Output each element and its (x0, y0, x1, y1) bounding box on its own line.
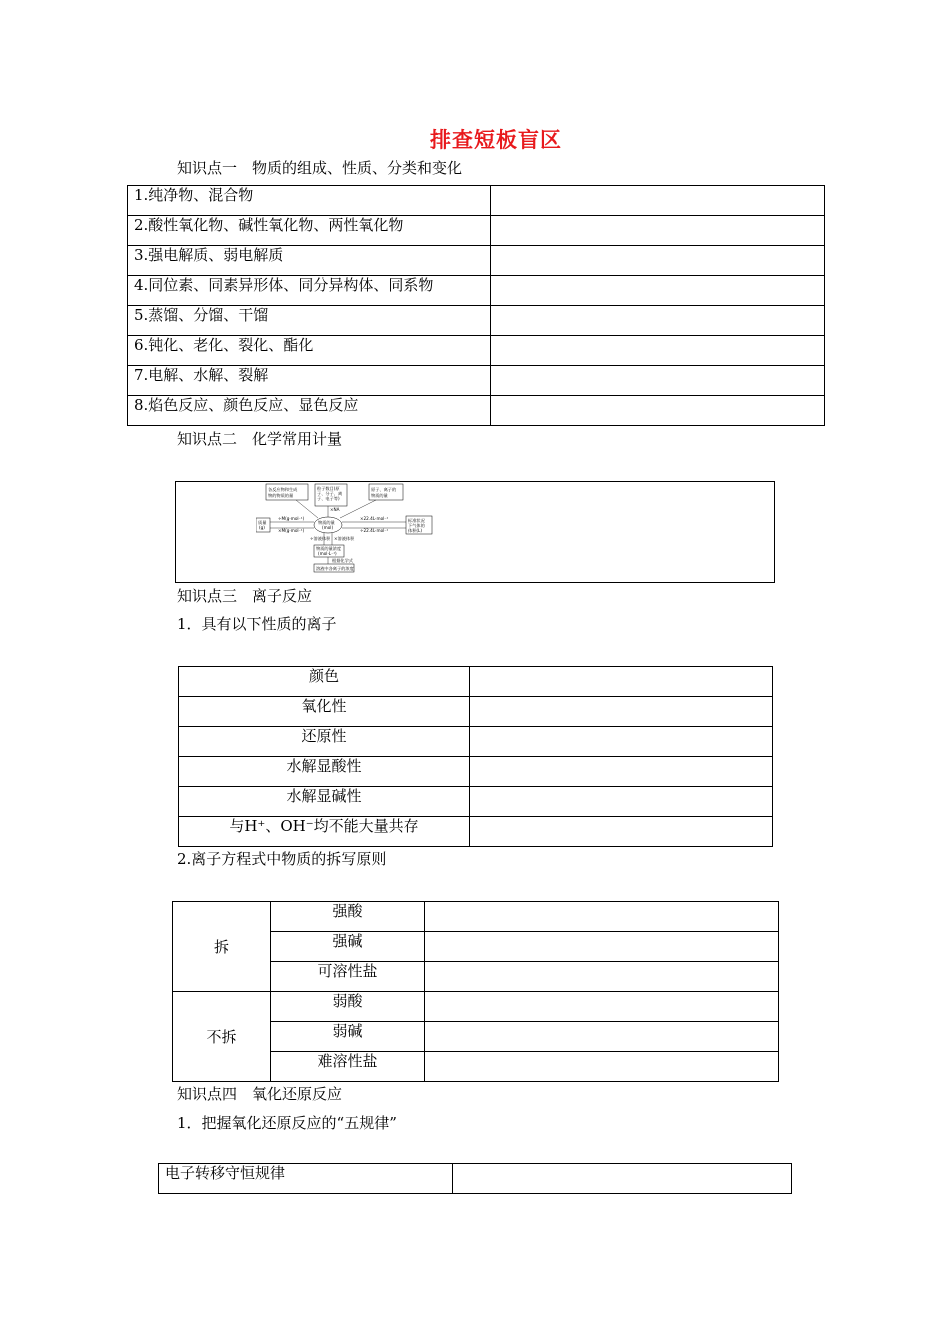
page-title: 排查短板盲区 (430, 128, 562, 152)
table-row (179, 787, 773, 817)
answer-cell[interactable] (470, 787, 773, 817)
section4-heading: 知识点四 氧化还原反应 (177, 1085, 343, 1103)
row-label: 1.纯净物、混合物 (128, 186, 491, 216)
table-row (128, 366, 825, 396)
svg-text:子、分子、离: 子、分子、离 (317, 491, 343, 496)
answer-cell[interactable] (491, 336, 825, 366)
table-row (179, 757, 773, 787)
row-label: 3.强电解质、弱电解质 (128, 246, 491, 276)
rule-cell: 强碱 (271, 932, 425, 962)
row-label: 4.同位素、同素异形体、同分异构体、同系物 (128, 276, 491, 306)
table-row (128, 306, 825, 336)
row-label: 5.蒸馏、分馏、干馏 (128, 306, 491, 336)
table-row (179, 667, 773, 697)
section3-sub2: 2.离子方程式中物质的拆写原则 (177, 850, 387, 868)
svg-text:(mol): (mol) (322, 525, 334, 530)
table-row (179, 697, 773, 727)
rule-cell: 弱酸 (271, 992, 425, 1022)
label-top-left: 各反应物和生成 (268, 487, 298, 492)
svg-text:(g): (g) (259, 525, 265, 530)
svg-text:标准状况: 标准状况 (408, 518, 425, 523)
answer-cell[interactable] (470, 817, 773, 847)
table-row (159, 1164, 792, 1194)
answer-cell[interactable] (491, 186, 825, 216)
row-label: 颜色 (179, 667, 470, 697)
section3-sub1: 1．具有以下性质的离子 (177, 615, 337, 633)
svg-text:×22.4L·mol⁻¹: ×22.4L·mol⁻¹ (360, 516, 389, 521)
svg-text:子、电子等): 子、电子等) (317, 496, 340, 501)
answer-cell[interactable] (470, 697, 773, 727)
svg-text:物的物质的量: 物的物质的量 (268, 493, 294, 498)
svg-text:体积(L): 体积(L) (408, 528, 422, 533)
table-row (128, 246, 825, 276)
section1-heading: 知识点一 物质的组成、性质、分类和变化 (177, 159, 463, 177)
answer-cell[interactable] (491, 246, 825, 276)
answer-cell[interactable] (491, 276, 825, 306)
row-label: 6.钝化、老化、裂化、酯化 (128, 336, 491, 366)
row-label: 8.焰色反应、颜色反应、显色反应 (128, 396, 491, 426)
section3-heading: 知识点三 离子反应 (177, 587, 313, 605)
rule-cell: 可溶性盐 (271, 962, 425, 992)
svg-text:×M(g·mol⁻¹): ×M(g·mol⁻¹) (278, 528, 305, 533)
row-label: 水解显碱性 (179, 787, 470, 817)
answer-cell[interactable] (453, 1164, 792, 1194)
group-nosplit-label: 不拆 (173, 992, 271, 1082)
rule-cell: 难溶性盐 (271, 1052, 425, 1082)
table-row (128, 186, 825, 216)
svg-text:÷溶液体积: ÷溶液体积 (310, 536, 331, 541)
svg-text:下气体的: 下气体的 (408, 523, 425, 528)
svg-text:物质的量浓度: 物质的量浓度 (316, 546, 342, 551)
table-row (128, 276, 825, 306)
svg-text:根据化学式: 根据化学式 (332, 558, 353, 563)
svg-text:质量: 质量 (258, 520, 267, 525)
row-label: 2.酸性氧化物、碱性氧化物、两性氧化物 (128, 216, 491, 246)
svg-text:÷22.4L·mol⁻¹: ÷22.4L·mol⁻¹ (360, 528, 389, 533)
row-label: 电子转移守恒规律 (159, 1164, 453, 1194)
section1-table (127, 185, 825, 426)
answer-cell[interactable] (470, 727, 773, 757)
measurement-diagram (175, 481, 775, 583)
table-row (128, 216, 825, 246)
svg-text:(mol·L⁻¹): (mol·L⁻¹) (318, 551, 337, 556)
table-row (179, 727, 773, 757)
answer-cell[interactable] (470, 757, 773, 787)
row-label: 水解显酸性 (179, 757, 470, 787)
svg-text:物质的量: 物质的量 (371, 493, 388, 498)
answer-cell[interactable] (491, 306, 825, 336)
table-row (128, 396, 825, 426)
row-label: 氧化性 (179, 697, 470, 727)
table-row (128, 336, 825, 366)
answer-cell[interactable] (470, 667, 773, 697)
section2-heading: 知识点二 化学常用计量 (177, 430, 343, 448)
rule-cell: 弱碱 (271, 1022, 425, 1052)
svg-text:×溶液体积: ×溶液体积 (334, 536, 355, 541)
svg-text:原子、离子的: 原子、离子的 (371, 487, 397, 492)
row-label: 7.电解、水解、裂解 (128, 366, 491, 396)
row-label: 与H⁺、OH⁻均不能大量共存 (179, 817, 470, 847)
row-label: 还原性 (179, 727, 470, 757)
answer-cell[interactable] (491, 396, 825, 426)
svg-text:粒子数目(原: 粒子数目(原 (317, 486, 340, 491)
center-label: 物质的量 (318, 520, 335, 525)
rule-cell: 强酸 (271, 902, 425, 932)
redox-rules-table (158, 1163, 792, 1194)
section4-sub1: 1．把握氧化还原反应的“五规律” (177, 1114, 397, 1132)
svg-text:×NA: ×NA (330, 507, 340, 512)
svg-text:溶液中各离子的浓度: 溶液中各离子的浓度 (316, 566, 354, 571)
answer-cell[interactable] (491, 216, 825, 246)
group-split-label: 拆 (173, 902, 271, 992)
answer-cell[interactable] (491, 366, 825, 396)
splitting-rules-table (172, 901, 779, 1082)
table-row (179, 817, 773, 847)
ion-properties-table (178, 666, 773, 847)
svg-text:÷M(g·mol⁻¹): ÷M(g·mol⁻¹) (278, 516, 305, 521)
